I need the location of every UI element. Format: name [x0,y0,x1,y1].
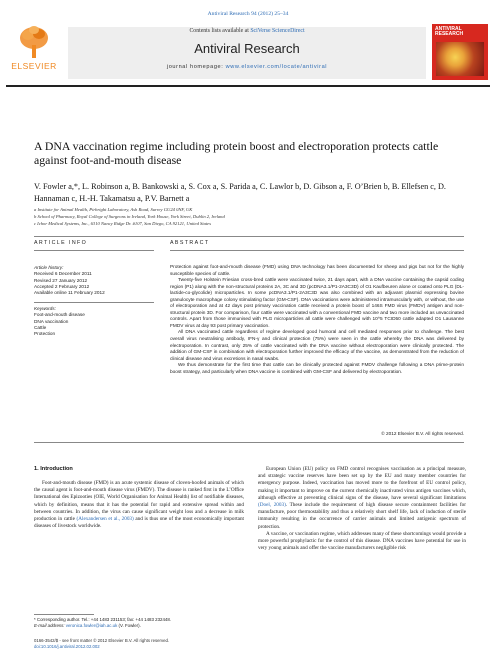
homepage-link[interactable]: www.elsevier.com/locate/antiviral [225,64,328,70]
section-heading: 1. Introduction [34,466,73,472]
keywords-heading: Keywords: [34,306,56,311]
history-received: Received 6 December 2011 [34,271,92,277]
abstract-body [170,265,464,376]
abstract-paragraph: Protection against foot-and-mouth disease (FMD) using DNA technology has been documented for sheep and pigs but not for the highly susceptible species of cattle. [170,265,464,277]
citation-link[interactable]: (Doel, 2003) [258,502,286,509]
affiliation-c: c Ichor Medical Systems, Inc., 6310 Nancy Ridge Dr. #107, San Diego, CA 92121, United States [34,220,211,226]
history-heading: Article history: [34,265,64,270]
article-history [34,265,159,296]
divider [34,250,154,251]
affiliation-b: b School of Pharmacy, Royal College of Surgeons in Ireland, York House, York Street, Dublin 2, Ireland [34,213,225,219]
citation-link[interactable]: (Alexandersen et al., 2003) [76,516,134,523]
keyword: Protection [34,331,56,337]
history-revised: Revised 27 January 2012 [34,277,88,283]
journal-homepage [68,64,426,70]
affiliation-a: a Institute for Animal Health, Pirbright Laboratory, Ash Road, Surrey GU24 0NF, UK [34,207,193,212]
elsevier-tree-icon [18,25,50,59]
history-online: Available online 11 February 2012 [34,290,105,296]
header-rule [6,85,490,87]
abstract-paragraph: Twenty-five Holstein Friesian cross-bred cattle were vaccinated twice, 21 days apart, with a DNA vaccine containing the capsid coding region (P1) along with the non-structural proteins 2A, 3C and 3D (pcDNA3.1/P1-2A3C3D) of O1 Kaufbeuren alone or coated onto PLG (DL-lactide-co-glycolide) microparticles. In some pcDNA3.1/P1-2A3C3D was also combined with an adjuvant plasmid expressing bovine granulocyte macrophage colony stimulating factor (GM-CSF). DNA vaccinations were administered intramuscularly with, or without, the use of electroporation and at 42 days post primary vaccination cattle received a protein boost of 146S FMD virus (FMDV) antigen and non-structural protein 3D. For comparison, four cattle were vaccinated with a conventional FMD vaccine and two more included as unvaccinated controls. Apart from those immunised with PLG microparticles all cattle were challenged with 10^5 TCID50 cattle adapted O1 Lausanne FMDV virus at day 93 post primary vaccination. [170,278,464,329]
keyword: Cattle [34,324,47,330]
history-accepted: Accepted 2 February 2012 [34,283,90,289]
abstract-copyright: © 2012 Elsevier B.V. All rights reserved. [381,431,464,436]
abstract-paragraph: All DNA vaccinated cattle regardless of regime developed good humoral and cell mediated responses prior to challenge. The best overall virus neutralising antibody, IFN-γ and clinical protection (75%) were seen in the cattle whereby the DNA was delivered by electroporation. In contrast, only 25% of cattle vaccinated with the DNA vaccine without electroporation were clinically protected. The addition of GM-CSF in combination with electroporation further improved the efficacy of the vaccine, as demonstrated from the reduction of clinical disease and virus excretions in nasal swabs. [170,330,464,362]
keywords [34,306,159,337]
divider [34,236,464,237]
footnote [34,617,244,629]
body-paragraph [258,466,466,531]
corresponding-author: * Corresponding author. Tel.: +44 1483 231153; fax: +44 1483 232448. [34,617,172,622]
body-paragraph [34,480,244,530]
divider [34,442,464,443]
running-head[interactable]: Antiviral Research 94 (2012) 25–34 [207,11,289,17]
email-suffix: (V. Fowler). [118,623,141,629]
body-text: and is thus one of the most economically important diseases of livestock worldwide. [34,516,245,530]
body-text: Foot-and-mouth disease (FMD) is an acute systemic disease of cloven-hoofed animals of which the causal agent is foot-and-mouth disease virus (FMDV). The disease is ranked first in the L’Office International des Epizooties (OIE, World Organisation for Animal Health) list of notifiable diseases, which by definition, means that it has the potential for rapid and extensive spread within and between countries. In addition, the virus can cause significant weight loss and a decrease in milk production in cattle [34,480,244,523]
abstract-label: ABSTRACT [170,240,210,246]
journal-cover[interactable] [432,24,488,80]
abstract-paragraph: We thus demonstrate for the first time that cattle can be clinically protected against FMDV challenge following a DNA prime-protein boost strategy, and particularly when DNA vaccine is combined with GM-CSF and delivered by electroporation. [170,363,464,375]
keyword: Foot-and-mouth disease [34,312,85,318]
body-paragraph: A vaccine, or vaccination regime, which addresses many of these shortcomings would provide a more powerful prophylactic for the control of this disease. DNA vaccines have potential for use in very young animals and offer the vaccine manufacturers negligible risk [258,530,466,552]
homepage-prefix: journal homepage: [166,64,224,70]
footer-meta [34,638,274,650]
sciencedirect-link[interactable]: SciVerse ScienceDirect [250,28,305,34]
body-left-column [34,480,244,530]
body-right-column [258,466,466,552]
body-text: . These include the requirement of high disease secure containment facilities for manufacture, poor thermostability and thus a relatively short shelf life, lack of induction of sterile immunity resulting in the occurrence of carrier animals and limited antigenic spectrum of protection. [258,502,466,530]
body-text: European Union (EU) policy on FMD control recognises vaccination as a principal measure, and strategic vaccine reserves have been set up by the EU and many member countries for emergency purpose. Indeed, vaccination has moved more to the forefront of EU control policy, making it important to improve on the current chemically inactivated virus antigen vaccines which, although effective at preventing clinical signs of the disease, have several significant limitations [258,466,466,501]
issn-line: 0166-3542/$ - see front matter © 2012 Elsevier B.V. All rights reserved. [34,638,170,643]
email-link[interactable]: veronica.fowler@iah.ac.uk [65,623,118,629]
cover-title: ANTIVIRAL RESEARCH [435,26,464,38]
keyword: DNA vaccination [34,318,69,324]
contents-line [68,28,426,34]
email-line [34,623,244,629]
doi-link[interactable]: doi:10.1016/j.antiviral.2012.02.002 [34,643,100,649]
email-prefix: E-mail address: [34,623,65,629]
divider [170,250,464,251]
divider [34,302,154,303]
contents-prefix: Contents lists available at [189,28,249,34]
journal-title[interactable]: Antiviral Research [194,41,300,56]
affiliations [34,207,474,227]
author-list: V. Fowler a,*, L. Robinson a, B. Bankowski a, S. Cox a, S. Parida a, C. Lawlor b, D. Gibson a, F. O’Brien b, B. Ellefsen c, D. Hannaman c, H.-H. Takamatsu a, P.V. Barnett a [34,182,446,203]
article-title: A DNA vaccination regime including protein boost and electroporation protects cattle against foot-and-mouth disease [34,139,439,167]
cover-image [436,42,484,76]
footnote-rule [34,614,94,615]
publisher-logo-text: ELSEVIER [11,61,57,71]
article-info-label: ARTICLE INFO [34,240,88,246]
